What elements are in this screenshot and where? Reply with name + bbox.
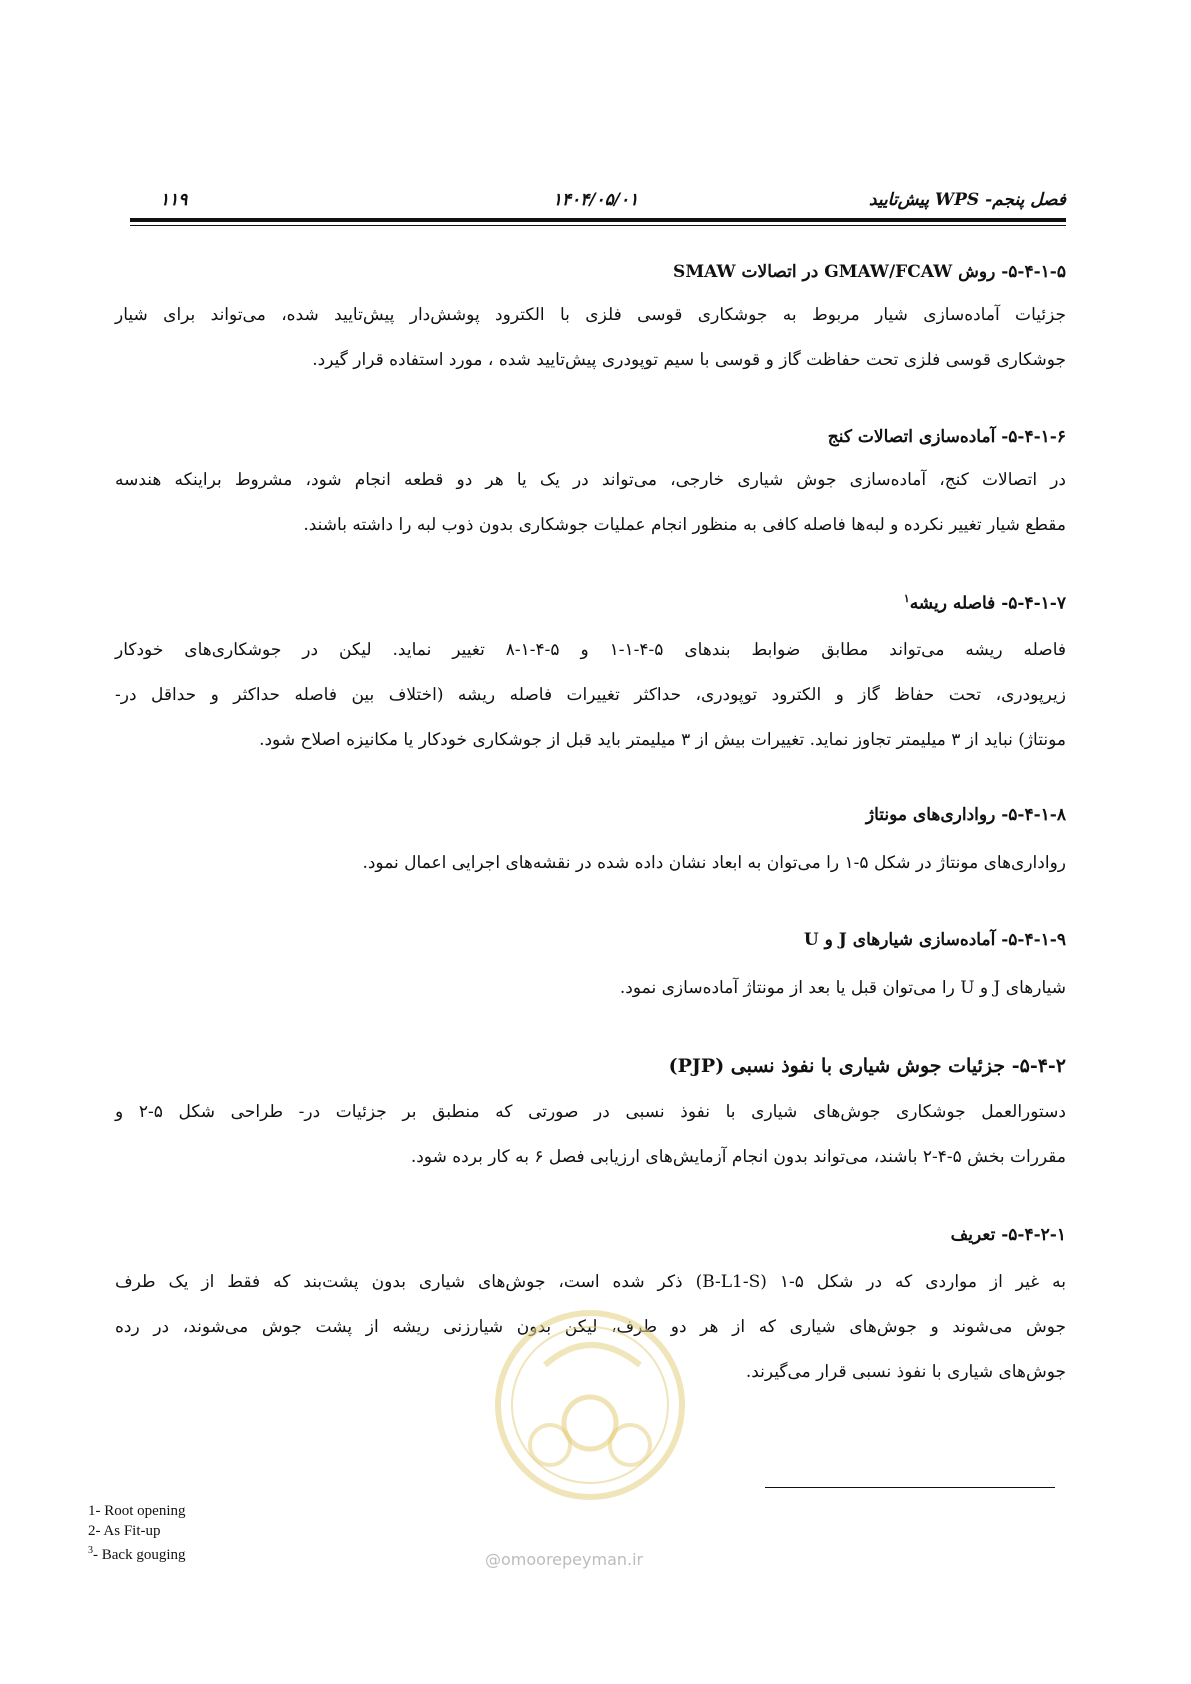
paragraph-line: جوش می‌شوند و جوش‌های شیاری که از هر دو طرف، لیکن بدون شیارزنی ریشه از پشت جوش می‌شوند، در رده: [115, 1317, 1066, 1337]
footnote-number: 3: [88, 1545, 93, 1556]
page-number: ۱۱۹: [160, 190, 188, 210]
paragraph-line: جوشکاری قوسی فلزی تحت حفاظت گاز و قوسی با سیم توپودری پیش‌تایید شده ، مورد استفاده قرار گیرد.: [312, 350, 1066, 370]
footnote-text: - Back gouging: [93, 1547, 186, 1563]
paragraph-line: دستورالعمل جوشکاری جوش‌های شیاری با نفوذ نسبی در صورتی که منطبق بر جزئیات در- طراحی شکل ۵-۲ و: [115, 1102, 1066, 1122]
paragraph-line: به غیر از مواردی که در شکل ۵-۱ (B-L1-S) ذکر شده است، جوش‌های شیاری بدون پشت‌بند که فقط از یک طرف: [115, 1272, 1066, 1292]
watermark-seal-icon: [490, 1305, 690, 1505]
paragraph-line: جوش‌های شیاری با نفوذ نسبی قرار می‌گیرند.: [745, 1362, 1066, 1382]
header-rule-thin: [130, 225, 1066, 226]
paragraph-line: رواداری‌های مونتاژ در شکل ۵-۱ را می‌توان به ابعاد نشان داده شده در نقشه‌های اجرایی اعمال نمود.: [362, 853, 1066, 873]
paragraph-line: شیارهای J و U را می‌توان قبل یا بعد از مونتاژ آماده‌سازی نمود.: [619, 978, 1066, 998]
paragraph-line: مقطع شیار تغییر نکرده و لبه‌ها فاصله کافی به منظور انجام عملیات جوشکاری بدون ذوب لبه را داشته باشند.: [303, 515, 1066, 535]
header-date: ۱۴۰۴/۰۵/۰۱: [552, 190, 639, 210]
section-heading: ۵-۴-۲- جزئیات جوش شیاری با نفوذ نسبی (PJP): [668, 1055, 1066, 1077]
paragraph-line: مونتاژ) نباید از ۳ میلیمتر تجاوز نماید. تغییرات بیش از ۳ میلیمتر باید قبل از جوشکاری خودکار یا مکانیزه اصلاح شود.: [259, 730, 1066, 750]
section-heading: ۵-۴-۱-۹- آماده‌سازی شیارهای J و U: [803, 930, 1066, 950]
footnote-item: 1- Root opening: [88, 1503, 186, 1519]
section-heading: ۵-۴-۱-۵- روش GMAW/FCAW در اتصالات SMAW: [673, 262, 1066, 282]
header-rule-thick: [130, 218, 1066, 222]
watermark-url: @omoorepeyman.ir: [485, 1550, 644, 1569]
chapter-title: فصل پنجم- WPS پیش‌تایید: [868, 190, 1066, 210]
paragraph-line: فاصله ریشه می‌تواند مطابق ضوابط بندهای ۵-۴-۱-۱ و ۵-۴-۱-۸ تغییر نماید. لیکن در جوشکاری‌های خودکار: [115, 640, 1067, 660]
section-heading: ۵-۴-۲-۱- تعریف: [950, 1225, 1066, 1245]
paragraph-line: مقررات بخش ۵-۴-۲ باشند، می‌تواند بدون انجام آزمایش‌های ارزیابی فصل ۶ به کار برده شود.: [410, 1147, 1066, 1167]
paragraph-line: جزئیات آماده‌سازی شیار مربوط به جوشکاری قوسی فلزی با الکترود پوشش‌دار پیش‌تایید شده، می‌تواند برای شیار: [115, 305, 1066, 325]
section-heading: ۵-۴-۱-۶- آماده‌سازی اتصالات کنج: [827, 427, 1066, 447]
footnote-item: [88, 1541, 186, 1565]
footnote-ref: ۱: [903, 592, 910, 605]
footnote-item: 2- As Fit-up: [88, 1523, 161, 1539]
section-heading: [115, 592, 1066, 614]
paragraph-line: زیرپودری، تحت حفاظ گاز و الکترود توپودری، حداکثر تغییرات فاصله ریشه (اختلاف بین فاصله حداکثر و حداقل در-: [115, 685, 1066, 705]
footnote-rule: [765, 1487, 1055, 1488]
heading-text: ۵-۴-۱-۷- فاصله ریشه: [909, 593, 1066, 614]
section-heading: ۵-۴-۱-۸- رواداری‌های مونتاژ: [865, 805, 1066, 825]
footnotes: [88, 1501, 186, 1565]
paragraph-line: در اتصالات کنج، آماده‌سازی جوش شیاری خارجی، می‌تواند در یک یا هر دو قطعه انجام شود، مشروط براینکه هندسه: [115, 470, 1066, 490]
